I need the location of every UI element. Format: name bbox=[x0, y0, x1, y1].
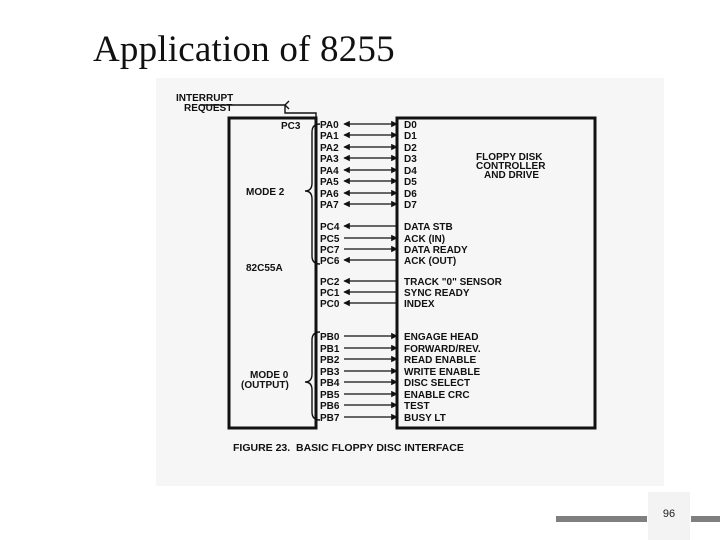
signal-label: D2 bbox=[404, 143, 417, 154]
signal-label: TRACK "0" SENSOR bbox=[404, 277, 502, 288]
signal-label: D4 bbox=[404, 166, 417, 177]
page-number: 96 bbox=[662, 508, 676, 520]
pin-label: PB1 bbox=[320, 344, 340, 355]
signal-label: D6 bbox=[404, 189, 417, 200]
device-label-line3: AND DRIVE bbox=[484, 170, 540, 181]
signal-label: D0 bbox=[404, 120, 417, 131]
pin-label: PC2 bbox=[320, 277, 340, 288]
pin-label: PA0 bbox=[320, 120, 339, 131]
pin-label: PB7 bbox=[320, 413, 340, 424]
pin-label: PA1 bbox=[320, 131, 339, 142]
chip-label: 82C55A bbox=[246, 263, 283, 274]
pin-label: PB0 bbox=[320, 332, 340, 343]
interrupt-label-line2: REQUEST bbox=[184, 103, 233, 114]
signal-label: ENABLE CRC bbox=[404, 390, 470, 401]
signal-label: FORWARD/REV. bbox=[404, 344, 481, 355]
device-label-line1: FLOPPY DISK bbox=[476, 152, 543, 163]
signal-label: D7 bbox=[404, 200, 417, 211]
pin-label: PA6 bbox=[320, 189, 339, 200]
pin-label: PC7 bbox=[320, 245, 340, 256]
pin-label: PB5 bbox=[320, 390, 340, 401]
signal-label: TEST bbox=[404, 401, 430, 412]
footer-bar bbox=[556, 516, 647, 522]
signal-label: INDEX bbox=[404, 299, 435, 310]
footer-bar-right bbox=[691, 516, 720, 522]
signal-label: ACK (IN) bbox=[404, 234, 446, 245]
pin-label: PA3 bbox=[320, 154, 339, 165]
page-number-box bbox=[648, 492, 690, 540]
signal-label: D1 bbox=[404, 131, 417, 142]
pin-label: PC1 bbox=[320, 288, 340, 299]
pin-label: PB2 bbox=[320, 355, 340, 366]
signal-label: DATA STB bbox=[404, 222, 453, 233]
mode2-label: MODE 2 bbox=[246, 187, 285, 198]
signal-label: WRITE ENABLE bbox=[404, 367, 481, 378]
pin-label: PB6 bbox=[320, 401, 340, 412]
signal-label: SYNC READY bbox=[404, 288, 470, 299]
mode0-label-line2: (OUTPUT) bbox=[241, 380, 289, 391]
pin-label: PB3 bbox=[320, 367, 340, 378]
pin-label: PC0 bbox=[320, 299, 340, 310]
signal-label: D3 bbox=[404, 154, 417, 165]
slide-title: Application of 8255 bbox=[93, 29, 395, 70]
pin-label: PA5 bbox=[320, 177, 339, 188]
signal-label: BUSY LT bbox=[404, 413, 446, 424]
pin-label: PC6 bbox=[320, 256, 340, 267]
pin-label: PC5 bbox=[320, 234, 340, 245]
device-label-line2: CONTROLLER bbox=[476, 161, 546, 172]
pc3-label: PC3 bbox=[281, 121, 301, 132]
figure-caption: FIGURE 23. BASIC FLOPPY DISC INTERFACE bbox=[233, 442, 464, 454]
signal-label: ENGAGE HEAD bbox=[404, 332, 479, 343]
signal-label: READ ENABLE bbox=[404, 355, 477, 366]
signal-label: DATA READY bbox=[404, 245, 468, 256]
mode0-brace bbox=[305, 332, 320, 420]
signal-label: DISC SELECT bbox=[404, 378, 471, 389]
pin-label: PC4 bbox=[320, 222, 340, 233]
pin-label: PA7 bbox=[320, 200, 339, 211]
signal-label: D5 bbox=[404, 177, 417, 188]
interrupt-label-line1: INTERRUPT bbox=[176, 93, 234, 104]
mode2-brace bbox=[305, 124, 320, 264]
pin-label: PB4 bbox=[320, 378, 340, 389]
mode0-label-line1: MODE 0 bbox=[250, 370, 289, 381]
pin-label: PA4 bbox=[320, 166, 339, 177]
signal-label: ACK (OUT) bbox=[404, 256, 457, 267]
pin-label: PA2 bbox=[320, 143, 339, 154]
